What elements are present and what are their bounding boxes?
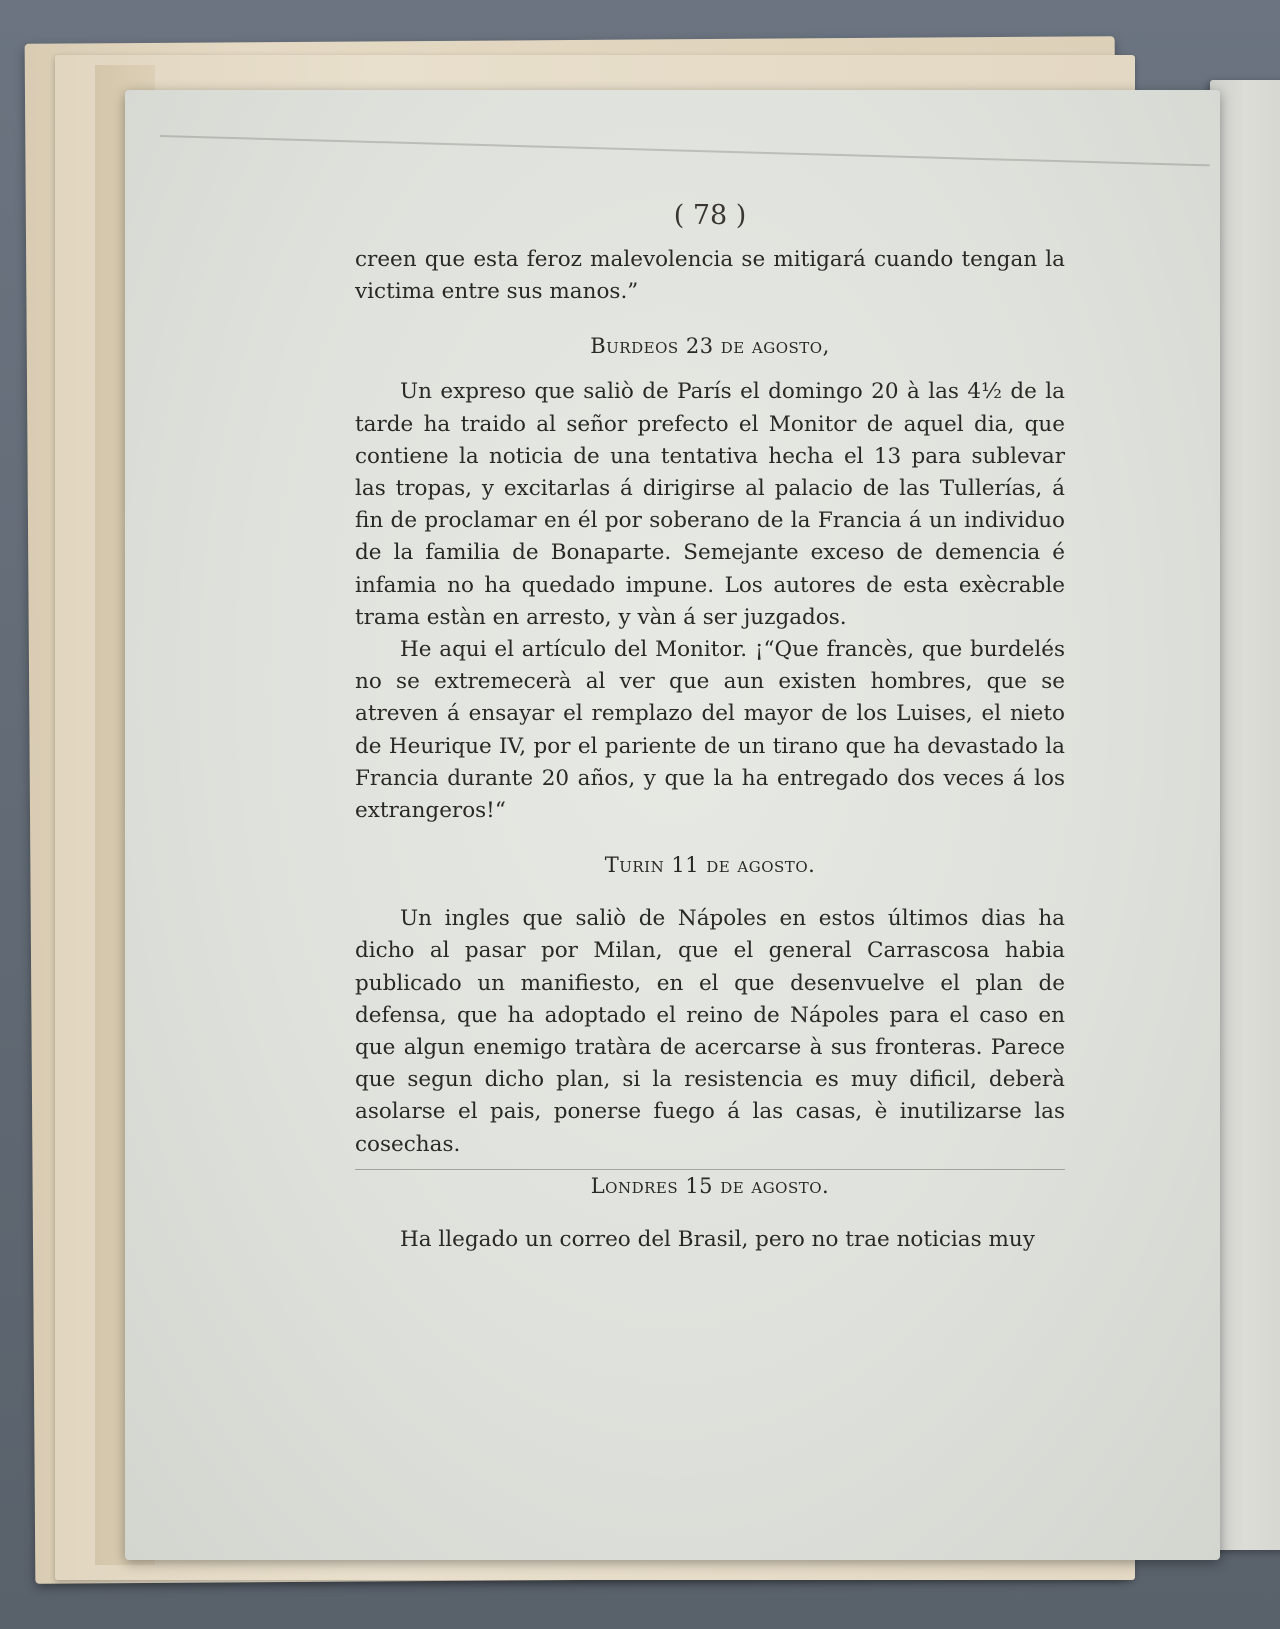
paragraph-londres-1: Ha llegado un correo del Brasil, pero no trae noticias muy — [400, 1226, 1035, 1252]
facing-page-edge — [1210, 80, 1280, 1550]
paragraph-burdeos-2: He aqui el artículo del Monitor. ¡“Que francès, que burdelés no se extremecerà al ver que aun existen hombres, que se atreven á ensayar el remplazo del mayor de los Luises, el nieto de Heurique IV, por el pariente de un tirano que ha devastado la Francia durante 20 años, y que la ha entregado dos veces á los extrangeros!“ — [355, 637, 1065, 824]
section-divider — [355, 1169, 1065, 1170]
paragraph-turin-1: Un ingles que saliò de Nápoles en estos últimos dias ha dicho al pasar por Milan, que el general Carrascosa habia publicado un manifiesto, en el que desenvuelve el plan de defensa, que ha adoptado el reino de Nápoles para el caso en que algun enemigo tratàra de acercarse à sus fronteras. Parece que segun dicho plan, si la resistencia es muy dificil, deberà asolarse el pais, ponerse fuego á las casas, è inutilizarse las cosechas. — [355, 906, 1065, 1157]
dateline-burdeos: Burdeos 23 de agosto, — [590, 334, 830, 359]
continued-paragraph: creen que esta feroz malevolencia se mitigará cuando tengan la victima entre sus manos.” — [355, 247, 1065, 305]
paragraph-burdeos-1: Un expreso que saliò de París el domingo 20 à las 4½ de la tarde ha traido al señor prefecto el Monitor de aquel dia, que contiene la noticia de una tentativa hecha el 13 para sublevar las tropas, y excitarlas á dirigirse al palacio de las Tullerías, á fin de proclamar en él por soberano de la Francia á un individuo de la familia de Bonaparte. Semejante exceso de demencia é infamia no ha quedado impune. Los autores de esta exècrable trama estàn en arresto, y vàn á ser juzgados. — [355, 379, 1065, 630]
page-text — [355, 200, 1065, 1256]
dateline-londres: Londres 15 de agosto. — [590, 1173, 830, 1198]
dateline-turin: Turin 11 de agosto. — [604, 853, 816, 878]
page-number: ( 78 ) — [673, 200, 747, 231]
